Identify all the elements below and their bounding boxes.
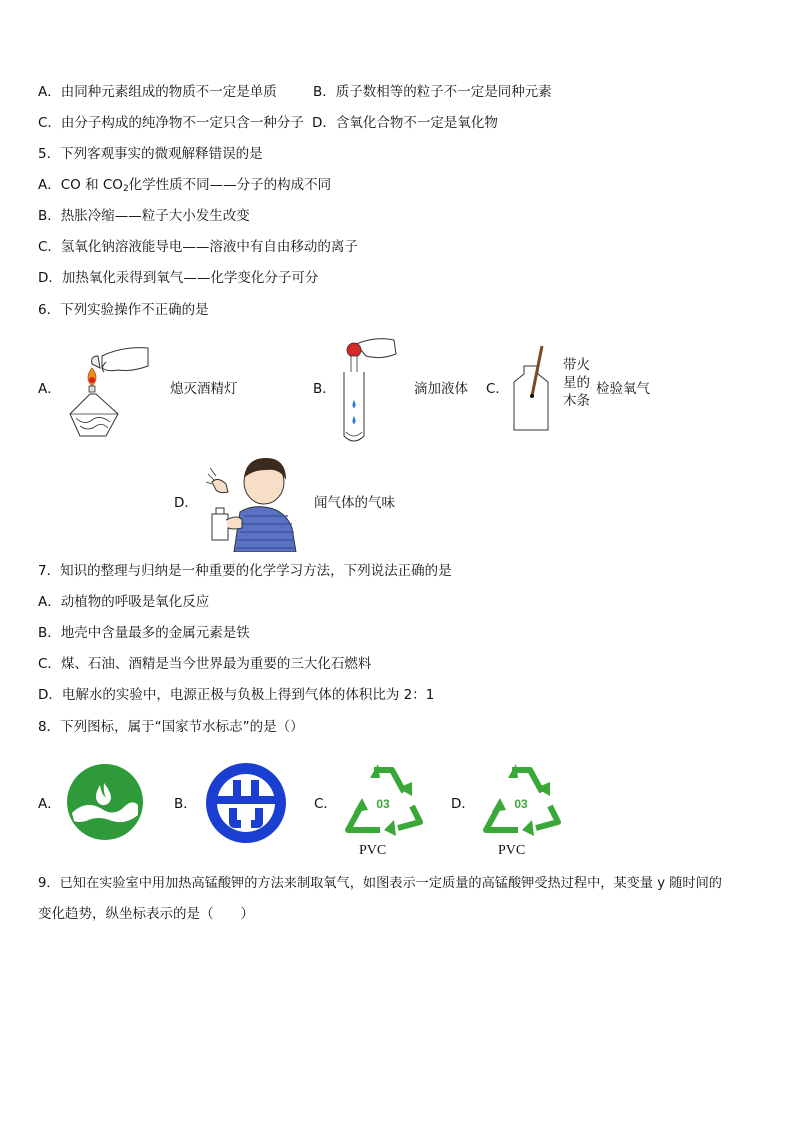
dropper-figure — [336, 336, 402, 446]
q5-option-c: C．氢氧化钠溶液能导电——溶液中有自由移动的离子 — [38, 239, 358, 255]
q7-option-a: A．动植物的呼吸是氧化反应 — [38, 594, 210, 610]
q5-option-d: D．加热氧化汞得到氧气——化学变化分子可分 — [38, 270, 319, 286]
q4-option-a: A．由同种元素组成的物质不一定是单质 — [38, 84, 277, 100]
q6-c-label: C． — [486, 381, 509, 397]
water-saving-logo-icon — [66, 763, 144, 841]
pvc-label-d: PVC — [498, 843, 526, 858]
q8-c-label: C． — [314, 796, 337, 812]
q7-stem: 7．知识的整理与归纳是一种重要的化学学习方法，下列说法正确的是 — [38, 563, 452, 579]
q4-option-d: D．含氧化合物不一定是氧化物 — [312, 115, 498, 131]
q6-c-note-2: 星的 — [563, 375, 590, 391]
q8-stem: 8．下列图标，属于“国家节水标志”的是（） — [38, 719, 304, 735]
q6-c-note-3: 木条 — [563, 393, 590, 409]
q6-a-label: A． — [38, 381, 61, 397]
q6-c-caption: 检验氧气 — [596, 381, 650, 397]
q8-b-label: B． — [174, 796, 197, 812]
blue-emblem-icon — [205, 762, 287, 844]
q5-option-b: B．热胀冷缩——粒子大小发生改变 — [38, 208, 250, 224]
q4-option-b: B．质子数相等的粒子不一定是同种元素 — [313, 84, 552, 100]
recycle-symbol-icon-c — [340, 758, 426, 836]
recycle-number-d: 03 — [514, 797, 528, 811]
q5-option-a — [38, 176, 331, 198]
q5-option-a-pre: A．CO 和 CO — [38, 177, 123, 193]
q6-b-label: B． — [313, 381, 336, 397]
q6-b-caption: 滴加液体 — [414, 381, 468, 397]
q8-d-label: D． — [451, 796, 475, 812]
recycle-number-c: 03 — [376, 797, 390, 811]
q5-stem: 5．下列客观事实的微观解释错误的是 — [38, 146, 263, 162]
q6-stem: 6．下列实验操作不正确的是 — [38, 302, 209, 318]
recycle-symbol-icon-d — [478, 758, 564, 836]
q5-option-a-subscript: 2 — [122, 184, 129, 194]
q6-d-caption: 闻气体的气味 — [314, 495, 395, 511]
q7-option-d: D．电解水的实验中，电源正极与负极上得到气体的体积比为 2：1 — [38, 687, 435, 703]
q6-d-label: D． — [174, 495, 198, 511]
q6-c-note-1: 带火 — [563, 357, 590, 373]
gas-bottle-figure — [510, 344, 560, 434]
q9-line-2: 变化趋势，纵坐标表示的是（ ） — [38, 906, 254, 922]
q5-option-a-post: 化学性质不同——分子的构成不同 — [128, 177, 332, 193]
q6-a-caption: 熄灭酒精灯 — [170, 381, 238, 397]
smelling-gas-figure — [204, 454, 300, 552]
alcohol-lamp-figure — [62, 342, 162, 442]
pvc-label-c: PVC — [359, 843, 387, 858]
q4-option-c: C．由分子构成的纯净物不一定只含一种分子 — [38, 115, 304, 131]
q7-option-b: B．地壳中含量最多的金属元素是铁 — [38, 625, 250, 641]
q7-option-c: C．煤、石油、酒精是当今世界最为重要的三大化石燃料 — [38, 656, 372, 672]
q9-line-1: 9．已知在实验室中用加热高锰酸钾的方法来制取氧气，如图表示一定质量的高锰酸钾受热过程中，某变量 y 随时间的 — [38, 876, 722, 891]
q8-a-label: A． — [38, 796, 61, 812]
